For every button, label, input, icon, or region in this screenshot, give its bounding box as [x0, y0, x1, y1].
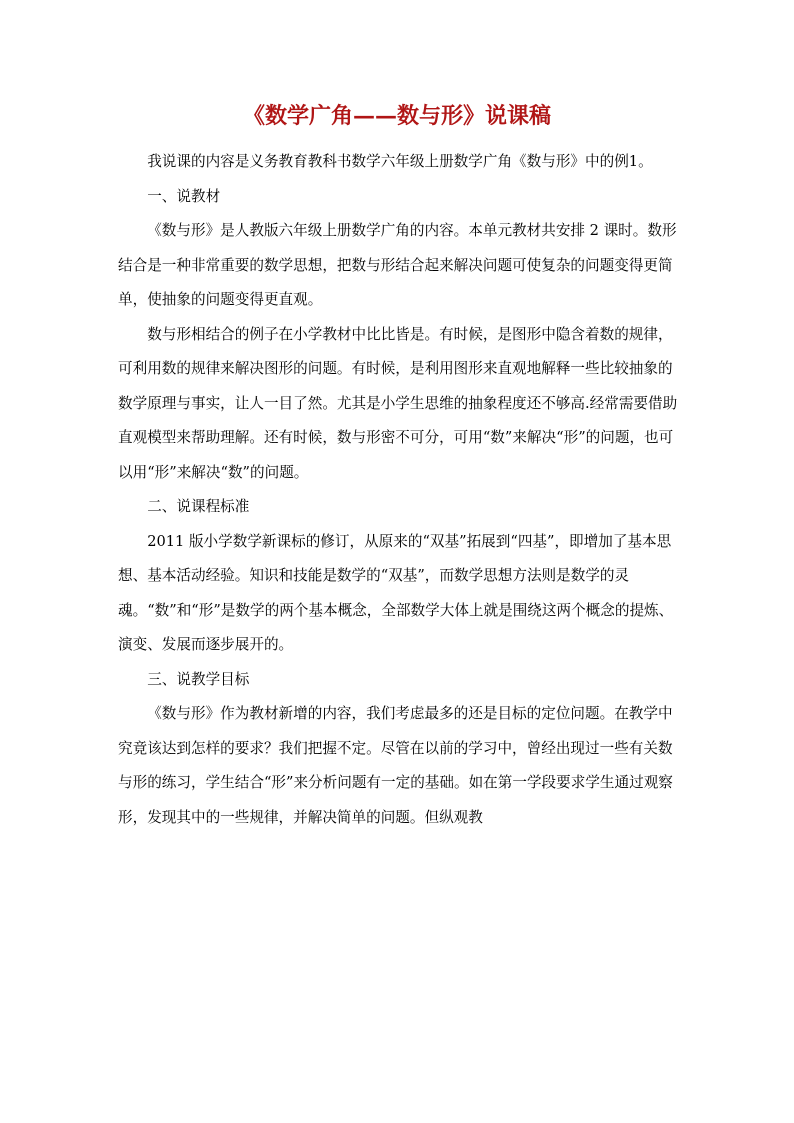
document-body [118, 145, 686, 835]
section-heading-objectives: 三、说教学目标 [147, 670, 250, 688]
paragraph-curriculum: 2011 版小学数学新课标的修订，从原来的“双基”拓展到“四基”，即增加了基本思想、基本活动经验。知识和技能是数学的“双基”，而数学思想方法则是数学的灵魂。“数”和“形”是数学的两个基本概念，全部数学大体上就是围绕这两个概念的提炼、演变、发展而逐步展开的。 [118, 532, 674, 653]
section-heading-curriculum: 二、说课程标准 [147, 498, 250, 515]
paragraph-textbook-1: 《数与形》是人教版六年级上册数学广角的内容。本单元教材共安排 2 课时。数形结合是一种非常重要的数学思想，把数与形结合起来解决问题可使复杂的问题变得更简单，使抽象的问题变得更直观。 [118, 222, 677, 308]
paragraph-textbook-2: 数与形相结合的例子在小学教材中比比皆是。有时候，是图形中隐含着数的规律，可利用数的规律来解决图形的问题。有时候，是利用图形来直观地解释一些比较抽象的数学原理与事实，让人一目了然。尤其是小学生思维的抽象程度还不够高.经常需要借助直观模型来帮助理解。还有时候，数与形密不可分，可用“数”来解决“形”的问题，也可以用“形”来解决“数”的问题。 [118, 325, 678, 481]
section-heading-textbook: 一、说教材 [147, 187, 221, 205]
document-title: 《数学广角——数与形》说课稿 [242, 103, 551, 129]
paragraph-intro: 我说课的内容是义务教育教科书数学六年级上册数学广角《数与形》中的例1。 [147, 153, 653, 170]
paragraph-objectives: 《数与形》作为教材新增的内容，我们考虑最多的还是目标的定位问题。在教学中究竟该达到怎样的要求？我们把握不定。尽管在以前的学习中，曾经出现过一些有关数与形的练习，学生结合“形”来分析问题有一定的基础。如在第一学段要求学生通过观察形，发现其中的一些规律，并解决简单的问题。但纵观教 [118, 705, 673, 826]
